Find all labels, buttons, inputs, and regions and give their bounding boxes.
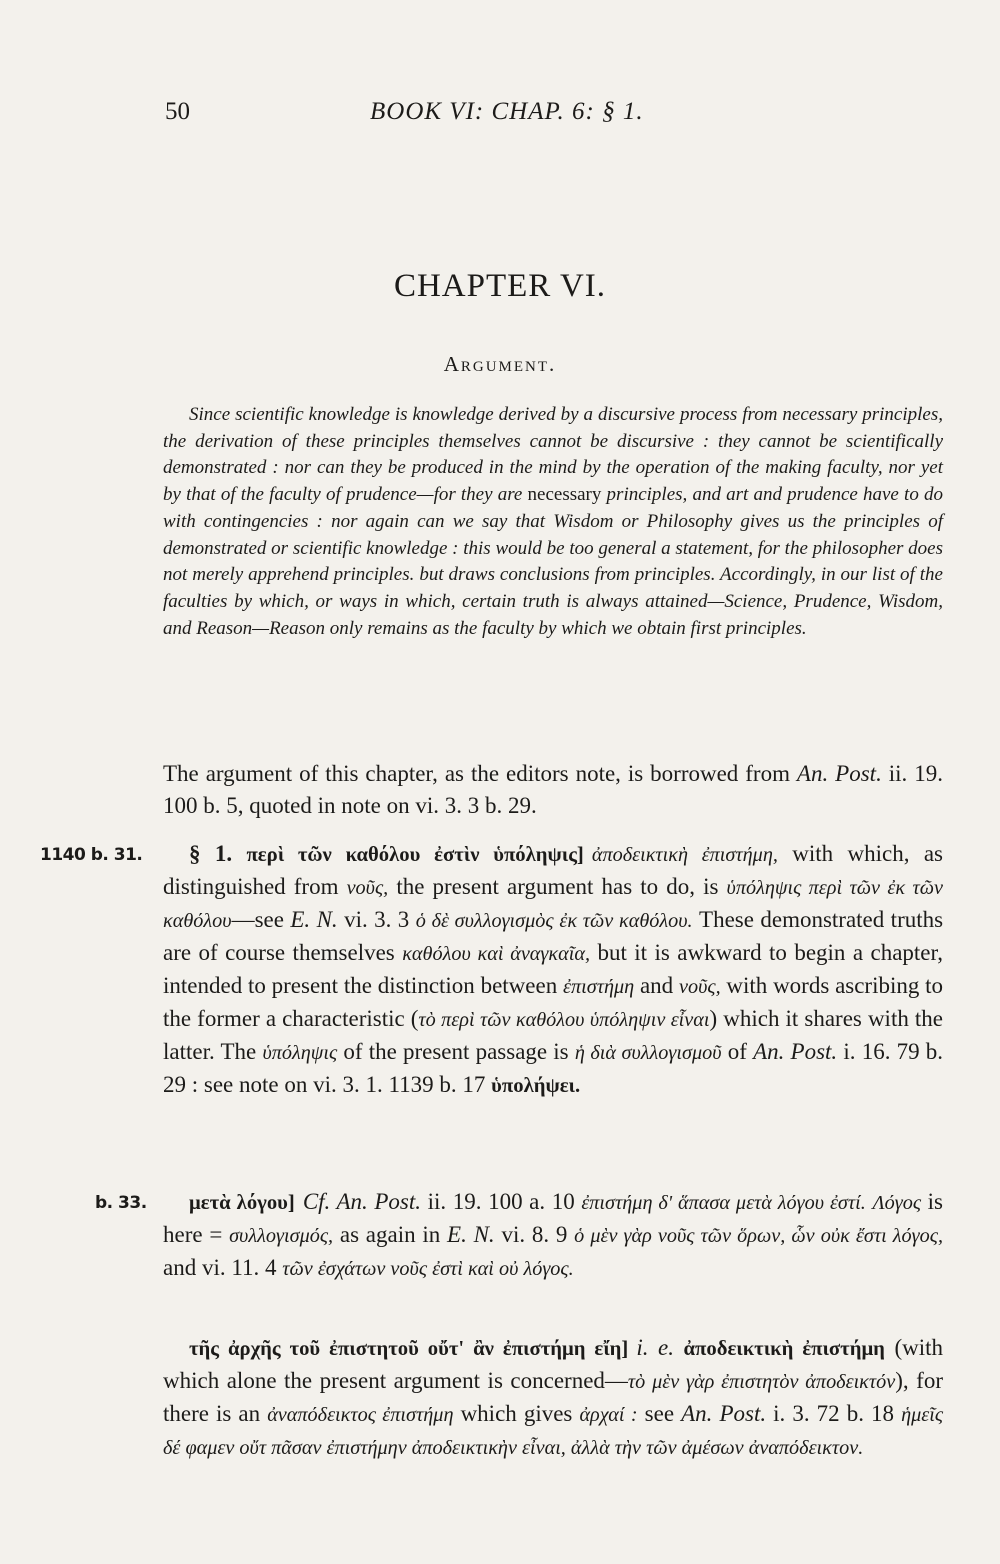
note-paragraph-2 xyxy=(163,1186,943,1285)
greek-text: ἀρχαί : xyxy=(579,1404,638,1426)
reference: Cf. An. Post. xyxy=(302,1189,422,1214)
greek-text: ἀναπόδεικτος ἐπιστήμη xyxy=(267,1404,454,1426)
note-paragraph-1 xyxy=(163,838,943,1102)
note-text: which gives xyxy=(460,1401,573,1426)
marginal-ref-2: b. 33. xyxy=(95,1193,147,1213)
page-number: 50 xyxy=(165,98,190,125)
note-text: and vi. 11. 4 xyxy=(163,1255,277,1280)
argument-part-2: principles, and art and prudence have to do with contingencies : nor again can we say that Wisdom or Philosophy gives us the principles of demonstrated or scientific knowledge : this would be too general a statement, for the philosopher does not merely apprehend principles. but draws conclusions from principles. Accordingly, in our list of the faculties by which, or ways in which, certain truth is always attained—Science, Prudence, Wisdom, and Reason—Reason only remains as the faculty by which we obtain first principles. xyxy=(163,484,943,639)
note-text: and xyxy=(639,973,674,998)
greek-text: τὸ περὶ τῶν καθόλου ὑπόληψιν εἶναι xyxy=(418,1009,710,1031)
greek-text: ἀποδεικτικὴ ἐπιστήμη xyxy=(683,1338,885,1360)
note-text: ), for there is an xyxy=(163,1368,943,1426)
greek-text: ὑπόληψις περὶ τῶν ἐκ τῶν καθόλου xyxy=(163,877,944,932)
intro-reference: An. Post. xyxy=(796,761,882,786)
marginal-ref-1: 1140 b. 31. xyxy=(40,845,143,865)
greek-text: ἡμεῖς δέ φαμεν οὔτ πᾶσαν ἐπιστήμην ἀποδεικτικὴν εἶναι, ἀλλὰ τὴν τῶν ἀμέσων ἀναπόδεικτον. xyxy=(163,1404,944,1459)
note-text: These demonstrated truths are of course themselves xyxy=(163,907,944,965)
lemma-3: τῆς ἀρχῆς τοῦ ἐπιστητοῦ οὔτ' ἂν ἐπιστήμη εἴη] xyxy=(189,1338,629,1360)
note-text: the present argument has to do, is xyxy=(396,874,719,899)
note-text: ii. 19. 100 a. 10 xyxy=(427,1189,575,1214)
note-text: of the present passage is xyxy=(343,1039,569,1064)
greek-text: ἀποδεικτικὴ ἐπιστήμη, xyxy=(591,844,778,866)
lemma-2: μετὰ λόγου] xyxy=(189,1192,295,1214)
section-marker: § 1. xyxy=(189,841,233,866)
intro-paragraph xyxy=(163,758,943,822)
argument-roman-word: necessary xyxy=(527,484,602,506)
note-text: with which, as distinguished from xyxy=(163,841,944,899)
greek-text: τῶν ἐσχάτων νοῦς ἐστὶ καὶ οὐ λόγος. xyxy=(282,1258,574,1280)
greek-text: νοῦς, xyxy=(678,976,721,998)
greek-text: ἐπιστήμη δ' ἅπασα μετὰ λόγου ἐστί. xyxy=(581,1192,866,1214)
note-text: see xyxy=(644,1401,675,1426)
reference: E. N. xyxy=(447,1222,495,1247)
greek-text: τὸ μὲν γὰρ ἐπιστητὸν ἀποδεικτόν xyxy=(627,1371,896,1393)
note-text: i. 16. 79 b. 29 : see note on vi. 3. 1. 1139 b. 17 xyxy=(163,1039,944,1097)
chapter-title: CHAPTER VI. xyxy=(393,268,607,304)
greek-text: ἐπιστήμη xyxy=(563,976,635,998)
note-paragraph-3 xyxy=(163,1332,943,1464)
note-text: i. e. xyxy=(636,1335,674,1360)
note-text: is here = xyxy=(163,1189,944,1247)
reference: An. Post. xyxy=(681,1401,767,1426)
note-text: of xyxy=(727,1039,747,1064)
greek-text: ἡ διὰ συλλογισμοῦ xyxy=(574,1042,722,1064)
note-text: —see xyxy=(231,907,284,932)
greek-text: Λόγος xyxy=(872,1192,922,1214)
greek-text: ὁ μὲν γὰρ νοῦς τῶν ὅρων, ὧν οὐκ ἔστι λόγος, xyxy=(574,1225,944,1247)
intro-text: The argument of this chapter, as the editors note, is borrowed from xyxy=(163,761,790,786)
intro-citation: ii. 19. 100 b. 5, quoted in note on vi. 3. 3 b. 29. xyxy=(163,761,944,818)
note-text: but it is awkward to begin a chapter, intended to present the distinction between xyxy=(163,940,944,998)
argument-heading: Argument. xyxy=(443,352,557,376)
greek-text: ὁ δὲ συλλογισμὸς ἐκ τῶν καθόλου. xyxy=(415,910,693,932)
note-text: vi. 8. 9 xyxy=(501,1222,568,1247)
lemma-1: περὶ τῶν καθόλου ἐστὶν ὑπόληψις] xyxy=(246,844,584,866)
reference: E. N. xyxy=(290,907,338,932)
greek-text: ὑπόληψις xyxy=(262,1042,338,1064)
note-text: as again in xyxy=(339,1222,441,1247)
greek-text: νοῦς, xyxy=(346,877,389,899)
greek-text: καθόλου καὶ ἀναγκαῖα, xyxy=(402,943,591,965)
note-text: i. 3. 72 b. 18 xyxy=(773,1401,894,1426)
greek-text: συλλογισμός, xyxy=(229,1225,334,1247)
note-text: with words ascribing to the former a characteristic ( xyxy=(163,973,944,1031)
page-header xyxy=(165,98,945,138)
argument-part-1: Since scientific knowledge is knowledge derived by a discursive process from necessary principles, the derivation of these principles themselves cannot be discursive : they cannot be scientifically demonstrated : nor can they be produced in the mind by the operation of the making faculty, nor yet by that of the faculty of prudence—for they are xyxy=(163,404,943,506)
argument-summary xyxy=(163,402,943,642)
reference: An. Post. xyxy=(753,1039,838,1064)
note-text: vi. 3. 3 xyxy=(344,907,410,932)
running-head: BOOK VI: CHAP. 6: § 1. xyxy=(370,98,644,125)
note-text: ) which it shares with the latter. The xyxy=(163,1006,944,1064)
greek-text: ὑπολήψει. xyxy=(491,1075,581,1097)
note-text: (with which alone the present argument is concerned— xyxy=(163,1335,944,1393)
